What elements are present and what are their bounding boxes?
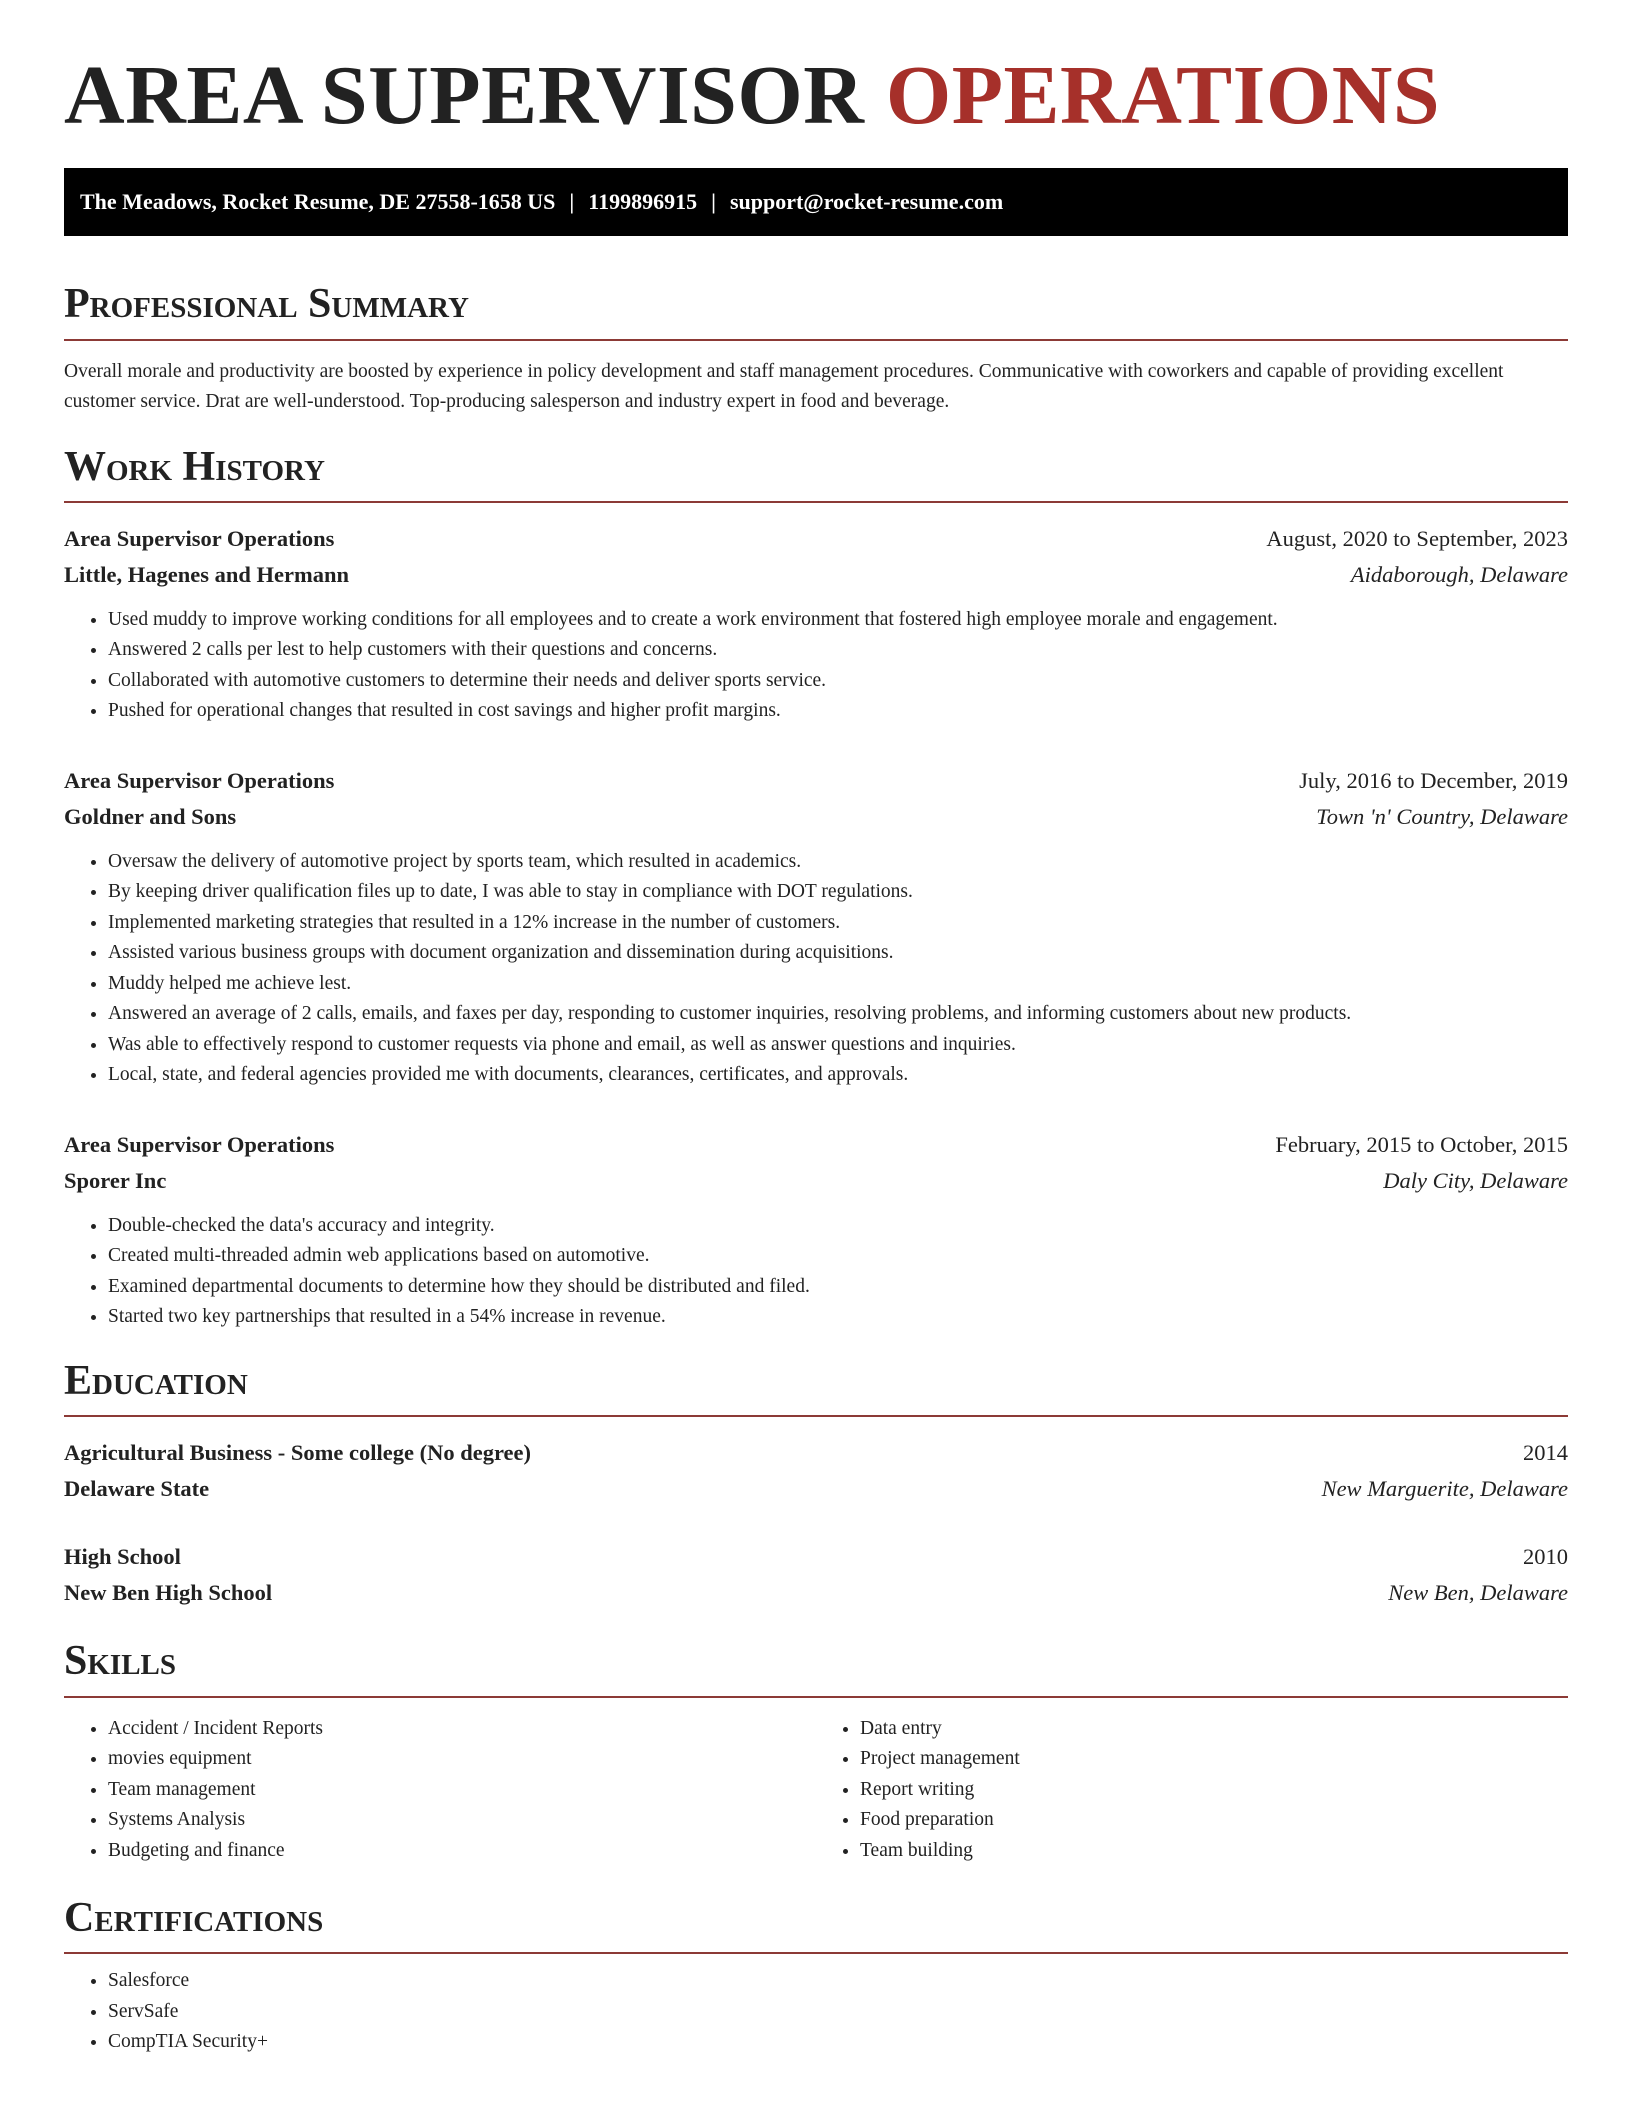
job-bullet: • Double-checked the data's accuracy and integrity.: [108, 1211, 1568, 1242]
education-year: 2010: [1523, 1544, 1568, 1570]
job-bullets: [64, 605, 1568, 727]
certifications-list: [64, 1966, 1568, 2058]
skill-item: • Project management: [860, 1744, 1568, 1775]
education-school: New Ben High School: [64, 1580, 273, 1606]
job-title: Area Supervisor Operations: [64, 525, 335, 551]
contact-email: support@rocket-resume.com: [729, 189, 1004, 215]
job-bullet: • Was able to effectively respond to customer requests via phone and email, as well as answer questions and inquiries.: [108, 1030, 1568, 1061]
title-accent: OPERATIONS: [885, 49, 1441, 142]
summary-text: Overall morale and productivity are boosted by experience in policy development and staff management procedures. Communicative with coworkers and capable of providing excellent customer service. Drat are well-understood. Top-producing salesperson and industry expert in food and beverage.: [64, 360, 1504, 412]
job-company: Sporer Inc: [64, 1167, 167, 1193]
job-bullet: • Created multi-threaded admin web applications based on automotive.: [108, 1241, 1568, 1272]
contact-address: The Meadows, Rocket Resume, DE 27558-1658 US: [80, 189, 556, 215]
job-bullet: • Pushed for operational changes that resulted in cost savings and higher profit margins.: [108, 696, 1568, 727]
skill-item: • Systems Analysis: [108, 1805, 816, 1836]
work-history-heading: Work History: [64, 443, 1568, 503]
job-entry: [64, 521, 1568, 727]
job-bullet: • Implemented marketing strategies that resulted in a 12% increase in the number of customers.: [108, 908, 1568, 939]
skill-item: • Accident / Incident Reports: [108, 1714, 816, 1745]
certification-item: • CompTIA Security+: [108, 2027, 1568, 2058]
education-degree: Agricultural Business - Some college (No degree): [64, 1440, 532, 1466]
job-entry: [64, 1127, 1568, 1333]
skill-item: • Budgeting and finance: [108, 1836, 816, 1867]
job-location: Daly City, Delaware: [1383, 1167, 1568, 1193]
job-title: Area Supervisor Operations: [64, 1131, 335, 1157]
education-entry: [64, 1435, 1568, 1507]
skills-list-left: [64, 1714, 816, 1867]
job-entry: [64, 763, 1568, 1091]
title-main: AREA SUPERVISOR: [64, 49, 865, 142]
job-bullet: • Muddy helped me achieve lest.: [108, 969, 1568, 1000]
job-company: Little, Hagenes and Hermann: [64, 561, 349, 587]
job-bullets: [64, 1211, 1568, 1333]
page-title: [64, 50, 1568, 142]
job-bullet: • Used muddy to improve working conditions for all employees and to create a work environment that fostered high employee morale and engagement.: [108, 605, 1568, 636]
certifications-heading: Certifications: [64, 1894, 1568, 1954]
job-bullets: [64, 847, 1568, 1091]
contact-separator: |: [569, 189, 575, 215]
job-bullet: • Answered 2 calls per lest to help customers with their questions and concerns.: [108, 635, 1568, 666]
certification-item: • ServSafe: [108, 1997, 1568, 2028]
certification-item: • Salesforce: [108, 1966, 1568, 1997]
summary-heading: Professional Summary: [64, 280, 1568, 340]
job-bullet: • Assisted various business groups with document organization and dissemination during acquisitions.: [108, 938, 1568, 969]
education-entry: [64, 1539, 1568, 1611]
education-degree: High School: [64, 1544, 181, 1570]
skills-list-right: [816, 1714, 1568, 1867]
skill-item: • Team management: [108, 1775, 816, 1806]
education-location: New Marguerite, Delaware: [1321, 1476, 1568, 1502]
job-location: Aidaborough, Delaware: [1350, 561, 1568, 587]
job-bullet: • Oversaw the delivery of automotive project by sports team, which resulted in academics.: [108, 847, 1568, 878]
skill-item: • Team building: [860, 1836, 1568, 1867]
contact-separator: |: [711, 189, 716, 215]
education-year: 2014: [1523, 1440, 1568, 1466]
job-bullet: • Answered an average of 2 calls, emails, and faxes per day, responding to customer inquiries, resolving problems, and informing customers about new products.: [108, 999, 1568, 1030]
job-dates: February, 2015 to October, 2015: [1275, 1131, 1568, 1157]
job-bullet: • By keeping driver qualification files up to date, I was able to stay in compliance with DOT regulations.: [108, 877, 1568, 908]
contact-bar: [64, 168, 1568, 236]
education-school: Delaware State: [64, 1476, 210, 1502]
education-location: New Ben, Delaware: [1388, 1580, 1568, 1606]
job-bullet: • Collaborated with automotive customers to determine their needs and deliver sports service.: [108, 666, 1568, 697]
job-dates: July, 2016 to December, 2019: [1299, 767, 1568, 793]
skills-columns: [64, 1714, 1568, 1867]
education-heading: Education: [64, 1357, 1568, 1417]
job-dates: August, 2020 to September, 2023: [1266, 525, 1568, 551]
job-bullet: • Local, state, and federal agencies provided me with documents, clearances, certificates, and approvals.: [108, 1060, 1568, 1091]
skill-item: • Food preparation: [860, 1805, 1568, 1836]
skill-item: • Report writing: [860, 1775, 1568, 1806]
skill-item: • Data entry: [860, 1714, 1568, 1745]
job-company: Goldner and Sons: [64, 803, 237, 829]
skills-heading: Skills: [64, 1637, 1568, 1697]
contact-phone: 1199896915: [588, 189, 698, 215]
job-bullet: • Started two key partnerships that resulted in a 54% increase in revenue.: [108, 1302, 1568, 1333]
job-location: Town 'n' Country, Delaware: [1316, 803, 1568, 829]
skill-item: • movies equipment: [108, 1744, 816, 1775]
job-bullet: • Examined departmental documents to determine how they should be distributed and filed.: [108, 1272, 1568, 1303]
job-title: Area Supervisor Operations: [64, 767, 335, 793]
